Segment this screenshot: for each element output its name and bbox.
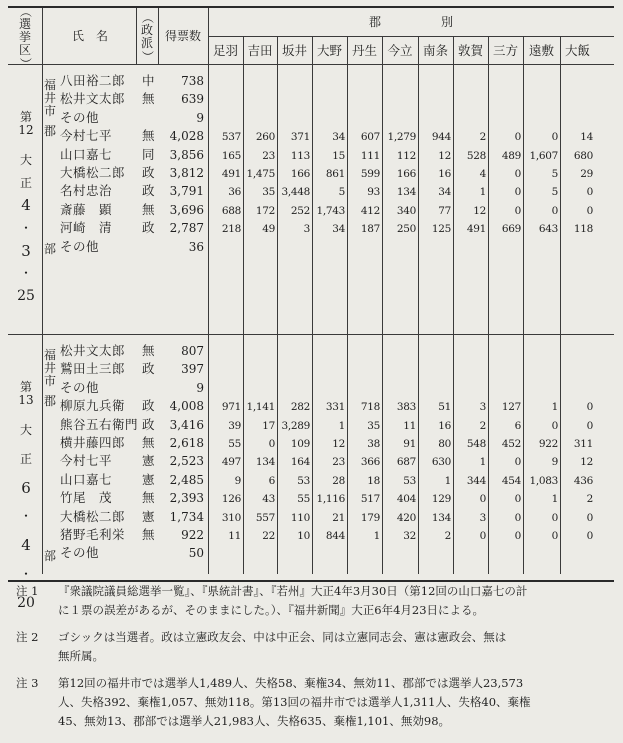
gun-vote-cell: 0 [514,131,521,144]
gun-column-header: 大野 [316,43,342,58]
gun-column-header: 遠敷 [528,43,554,58]
candidate-name: 竹尾 茂 [60,490,113,506]
candidate-votes: 4,008 [169,399,204,414]
gun-vote-cell: 179 [360,511,380,524]
gun-vote-cell: 861 [325,168,345,180]
gun-vote-cell: 165 [221,149,241,162]
gun-vote-cell: 17 [262,419,275,432]
gun-vote-cell: 134 [431,511,451,524]
gun-vote-cell: 599 [360,168,380,180]
candidate-name: 大橋松二郎 [60,508,126,524]
gun-vote-cell: 9 [234,474,241,487]
gun-vote-cell: 420 [396,511,416,524]
election-date-char: 25 [17,288,35,305]
candidate-votes: 9 [196,380,204,395]
gun-vote-cell: 109 [290,438,310,450]
candidate-votes: 3,856 [169,147,204,162]
election-date-char: 4 [21,196,31,215]
area-label-char: 部 [43,548,56,563]
candidate-name: その他 [60,545,100,561]
gun-vote-cell: 6 [268,474,275,487]
gun-vote-cell: 922 [538,438,558,450]
gun-vote-cell: 34 [332,131,345,144]
gun-vote-cell: 0 [551,204,558,217]
gun-vote-cell: 412 [360,204,380,217]
gun-vote-cell: 1,116 [316,493,345,506]
area-label [42,70,58,127]
gun-vote-cell: 688 [221,204,241,217]
district-header-char: ） [18,56,33,70]
election-number-label [12,374,40,414]
gun-vote-cell: 944 [431,131,451,144]
election-date-char: 正 [19,175,32,190]
candidate-name: その他 [60,238,100,254]
district-header-char: 選 [18,16,31,31]
gun-vote-cell: 340 [396,204,416,217]
gun-vote-cell: 134 [255,456,275,469]
gun-vote-cell: 260 [255,131,275,144]
gun-vote-cell: 497 [221,456,241,469]
votes-header: 得票数 [164,29,201,43]
gun-vote-cell: 0 [479,493,486,506]
election-date-char: ・ [19,567,32,582]
candidate-party: 無 [142,91,155,107]
election-number-label-char: 第 [19,110,32,124]
gun-vote-cell: 436 [573,474,593,487]
gun-vote-cell: 1,743 [316,204,345,217]
candidate-votes: 36 [188,239,204,254]
gun-vote-cell: 35 [367,419,380,432]
candidate-votes: 3,791 [169,184,204,199]
candidate-votes: 738 [181,74,204,88]
candidate-name: 今村七平 [60,453,113,469]
candidate-party: 無 [142,201,155,217]
candidate-name: 猪野毛利栄 [60,527,126,542]
election-divider [8,334,614,335]
candidate-votes: 922 [181,528,204,542]
gun-vote-cell: 0 [514,168,521,180]
gun-vote-cell: 548 [466,438,486,450]
note-text-line: ゴシックは当選者。政は立憲政友会、中は中正会、同は立憲同志会、憲は憲政会、無は [58,630,507,644]
gun-vote-cell: 110 [290,511,310,524]
area-label-char: 市 [43,104,56,119]
candidate-name: 松井文太郎 [60,91,126,107]
gun-vote-cell: 93 [367,186,380,199]
gun-vote-cell: 34 [438,186,451,199]
gun-vote-cell: 383 [396,401,416,414]
gun-column-header: 大飯 [564,43,590,58]
gun-vote-cell: 28 [332,474,345,487]
gun-vote-cell: 1 [551,401,558,414]
election-date-char: ・ [19,221,32,236]
candidate-votes: 4,028 [169,129,204,144]
district-header-char: 区 [18,42,31,57]
gun-vote-cell: 517 [360,493,380,506]
gun-vote-cell: 971 [221,401,241,414]
gun-vote-cell: 0 [479,530,486,542]
gun-vote-cell: 164 [290,456,310,469]
gun-vote-cell: 43 [262,493,275,506]
election-number-label-char: 13 [18,393,34,407]
gun-vote-cell: 21 [332,511,345,524]
gun-vote-cell: 0 [586,511,593,524]
gun-vote-cell: 10 [297,530,310,542]
gun-vote-cell: 53 [297,474,310,487]
election-date-char: 大 [19,423,32,437]
candidate-name: 熊谷五右衛門 [60,416,139,432]
gun-group-header: 郡 別 [368,15,453,29]
candidate-name: 大橋松二郎 [60,165,126,180]
candidate-votes: 2,523 [169,454,204,469]
gun-vote-cell: 1,607 [529,149,558,162]
gun-vote-cell: 680 [573,149,593,162]
gun-column-header: 敦賀 [457,43,483,58]
gun-vote-cell: 537 [221,131,241,144]
gun-vote-cell: 0 [551,131,558,144]
gun-vote-cell: 32 [403,530,416,542]
gun-column-header: 吉田 [247,43,273,58]
candidate-name: 松井文太郎 [60,343,126,358]
gun-vote-cell: 1,279 [387,131,416,144]
gun-vote-cell: 2 [479,419,486,432]
candidate-name: その他 [60,109,100,125]
gun-vote-cell: 118 [573,223,593,236]
gun-column-header: 坂井 [281,43,307,58]
gun-vote-cell: 15 [332,149,345,162]
name-header: 氏 名 [71,29,108,43]
candidate-name: 鷲田土三郎 [60,361,126,377]
note-item [8,628,618,666]
area-label [42,125,58,256]
note-text-line: 無所属。 [58,649,104,663]
area-label-char: 福 [43,78,56,93]
gun-vote-cell: 366 [360,456,380,469]
gun-column-header: 丹生 [351,43,377,58]
gun-vote-cell: 3 [303,223,310,236]
candidate-party: 同 [142,146,155,162]
gun-vote-cell: 844 [325,530,345,542]
gun-vote-cell: 39 [228,419,241,432]
gun-vote-cell: 29 [580,168,593,180]
candidate-votes: 2,787 [169,221,204,236]
gun-vote-cell: 2 [444,530,451,542]
candidate-name: 山口嘉七 [60,471,113,487]
gun-vote-cell: 630 [431,456,451,469]
gun-vote-cell: 0 [514,204,521,217]
area-label-char: 部 [43,241,56,256]
gun-vote-cell: 0 [514,511,521,524]
election-date-char: 4 [21,536,31,555]
note-label: 注 2 [16,630,39,644]
gun-vote-cell: 344 [466,474,486,487]
candidate-votes: 2,485 [169,472,204,487]
election-date-char: 3 [21,241,31,260]
gun-column-header: 足羽 [212,43,238,58]
gun-vote-cell: 12 [332,438,345,450]
party-header-char: ） [140,50,155,63]
election-number-label-char: 第 [19,380,32,394]
candidate-votes: 639 [181,92,204,107]
gun-vote-cell: 3,289 [281,419,310,432]
candidate-votes: 807 [181,344,204,358]
gun-vote-cell: 404 [396,493,416,506]
gun-vote-cell: 3 [479,511,486,524]
candidate-party: 憲 [142,453,155,469]
gun-vote-cell: 166 [290,168,310,180]
candidate-party: 政 [142,165,155,180]
gun-vote-cell: 643 [538,223,558,236]
gun-vote-cell: 77 [438,204,451,217]
note-item [8,674,618,731]
gun-vote-cell: 4 [479,168,486,180]
candidate-name: 河崎 清 [60,220,113,236]
candidate-votes: 3,416 [169,417,204,432]
gun-vote-cell: 129 [431,493,451,506]
party-header-char: 政 [140,23,153,37]
gun-vote-cell: 34 [332,223,345,236]
gun-vote-cell: 23 [262,149,275,162]
gun-vote-cell: 49 [262,223,275,236]
party-header-char: 派 [140,36,153,50]
candidate-votes: 2,618 [169,436,204,450]
candidate-party: 無 [142,343,155,358]
candidate-votes: 397 [181,362,204,377]
gun-vote-cell: 0 [514,186,521,199]
note-text-line: 『衆議院議員総選挙一覧』、『県統計書』、『若州』大正4年3月30日（第12回の山口嘉七の計 [58,584,528,598]
candidate-party: 憲 [142,471,155,487]
gun-vote-cell: 218 [221,223,241,236]
candidate-name: 八田裕二郎 [60,73,126,88]
election-date-char: 正 [19,451,32,466]
gun-vote-cell: 1 [338,419,345,432]
candidate-votes: 2,393 [169,491,204,506]
gun-vote-cell: 607 [360,131,380,144]
gun-vote-cell: 12 [580,456,593,469]
gun-vote-cell: 55 [228,438,241,450]
gun-vote-cell: 16 [438,419,451,432]
election-date-char: 6 [21,478,31,497]
gun-vote-cell: 0 [551,530,558,542]
candidate-name: 斎藤 顕 [60,201,113,217]
note-text-line: 人、失格392、棄権1,057、無効118。第13回の福井市では選挙人1,311人、失格40、棄権 [58,695,531,709]
note-text-line: に１票の誤差があるが、そのままにした。）、『福井新聞』大正6年4月23日による。 [58,603,485,617]
candidate-party: 無 [142,435,155,450]
gun-vote-cell: 0 [268,438,275,450]
gun-vote-cell: 1 [479,186,486,199]
gun-vote-cell: 2 [586,493,593,506]
gun-vote-cell: 6 [514,419,521,432]
gun-vote-cell: 0 [514,530,521,542]
gun-vote-cell: 35 [262,186,275,199]
candidate-votes: 3,696 [169,202,204,217]
gun-vote-cell: 687 [396,456,416,469]
gun-vote-cell: 0 [586,530,593,542]
area-label-char: 郡 [43,124,56,139]
candidate-name: 名村忠治 [60,183,113,199]
election-number-label-char: 12 [18,123,34,137]
gun-vote-cell: 126 [221,493,241,506]
area-label-char: 井 [43,361,56,376]
gun-vote-cell: 23 [332,456,345,469]
gun-vote-cell: 18 [367,474,380,487]
gun-vote-cell: 11 [403,419,416,432]
gun-vote-cell: 1 [373,530,380,542]
gun-vote-cell: 718 [360,401,380,414]
gun-vote-cell: 0 [586,419,593,432]
election-date-char: ・ [19,509,32,524]
gun-vote-cell: 91 [403,438,416,450]
note-label: 注 3 [16,676,39,690]
candidate-votes: 50 [188,546,204,561]
gun-vote-cell: 5 [551,168,558,180]
gun-vote-cell: 172 [255,204,275,217]
gun-vote-cell: 371 [290,131,310,144]
gun-vote-cell: 55 [297,493,310,506]
gun-vote-cell: 1 [479,456,486,469]
gun-vote-cell: 2 [479,131,486,144]
gun-vote-cell: 0 [514,493,521,506]
election-date-char: 大 [19,153,32,167]
gun-vote-cell: 3,448 [281,186,310,199]
candidate-votes: 1,734 [169,509,204,524]
gun-vote-cell: 282 [290,401,310,414]
gun-vote-cell: 1 [551,493,558,506]
gun-vote-cell: 491 [221,168,241,180]
candidate-name: 横井藤四郎 [60,435,126,450]
district-header-char: 挙 [18,29,31,44]
candidate-party: 憲 [142,508,155,524]
gun-vote-cell: 14 [580,131,593,144]
district-header-char: （ [18,4,33,18]
gun-column-header: 南条 [422,43,448,58]
gun-vote-cell: 528 [466,149,486,162]
gun-vote-cell: 0 [586,204,593,217]
gun-vote-cell: 250 [396,223,416,236]
gun-vote-cell: 310 [221,511,241,524]
election-date-char: 20 [17,594,35,611]
gun-vote-cell: 16 [438,168,451,180]
gun-vote-cell: 3 [479,401,486,414]
gun-vote-cell: 5 [551,186,558,199]
candidate-votes: 9 [196,110,204,125]
gun-vote-cell: 0 [551,511,558,524]
gun-vote-cell: 0 [514,456,521,469]
gun-vote-cell: 0 [586,186,593,199]
candidate-name: その他 [60,379,100,395]
election-date-label [12,154,40,303]
gun-vote-cell: 1,141 [246,401,275,414]
gun-vote-cell: 0 [586,401,593,414]
gun-vote-cell: 80 [438,438,451,450]
candidate-votes: 3,812 [169,166,204,180]
area-label [42,340,58,397]
gun-vote-cell: 0 [551,419,558,432]
gun-vote-cell: 1 [444,474,451,487]
gun-vote-cell: 111 [360,149,380,162]
gun-column-header: 三方 [492,43,518,58]
gun-vote-cell: 134 [396,186,416,199]
election-number-label [12,104,40,144]
gun-vote-cell: 252 [290,204,310,217]
gun-vote-cell: 187 [360,223,380,236]
gun-vote-cell: 489 [501,149,521,162]
candidate-party: 政 [142,220,155,236]
gun-vote-cell: 11 [228,530,241,542]
gun-vote-cell: 12 [473,204,486,217]
area-label-char: 市 [43,374,56,389]
gun-vote-cell: 38 [367,438,380,450]
note-text-line: 第12回の福井市では選挙人1,489人、失格58、棄権34、無効11、郡部では選挙人23,573 [58,676,524,690]
gun-vote-cell: 491 [466,223,486,236]
gun-column-header: 今立 [387,43,413,58]
election-date-char: ・ [19,266,32,281]
area-label-char: 福 [43,348,56,363]
candidate-party: 政 [142,183,155,199]
gun-vote-cell: 112 [396,149,416,162]
gun-vote-cell: 5 [338,186,345,199]
gun-vote-cell: 1,083 [529,474,558,487]
gun-vote-cell: 331 [325,401,345,414]
gun-vote-cell: 53 [403,474,416,487]
gun-vote-cell: 454 [501,474,521,487]
gun-vote-cell: 113 [290,149,310,162]
party-header-char: （ [140,11,155,24]
candidate-name: 山口嘉七 [60,146,113,162]
candidate-party: 政 [142,398,155,414]
district-header [12,4,38,70]
note-item [8,582,618,620]
gun-vote-cell: 36 [228,186,241,199]
candidate-party: 政 [142,416,155,432]
candidate-party: 中 [142,73,155,88]
gun-vote-cell: 557 [255,511,275,524]
candidate-name: 柳原九兵衛 [60,398,126,414]
gun-vote-cell: 51 [438,401,451,414]
gun-vote-cell: 166 [396,168,416,180]
gun-vote-cell: 127 [501,401,521,414]
area-label-char: 郡 [43,394,56,409]
candidate-party: 無 [142,490,155,506]
note-label: 注 1 [16,584,39,598]
area-label [42,395,58,563]
party-header [137,12,157,62]
gun-vote-cell: 452 [501,438,521,450]
gun-vote-cell: 125 [431,223,451,236]
candidate-party: 政 [142,361,155,377]
note-text-line: 45、無効13、郡部では選挙人21,983人、失格635、棄権1,101、無効98。 [58,714,451,728]
gun-vote-cell: 12 [438,149,451,162]
candidate-party: 無 [142,128,155,144]
gun-vote-cell: 1,475 [246,168,275,180]
gun-vote-cell: 22 [262,530,275,542]
gun-vote-cell: 669 [501,223,521,236]
gun-vote-cell: 311 [573,438,593,450]
area-label-char: 井 [43,91,56,106]
gun-vote-cell: 9 [551,456,558,469]
candidate-name: 今村七平 [60,128,113,144]
candidate-party: 無 [142,527,155,542]
